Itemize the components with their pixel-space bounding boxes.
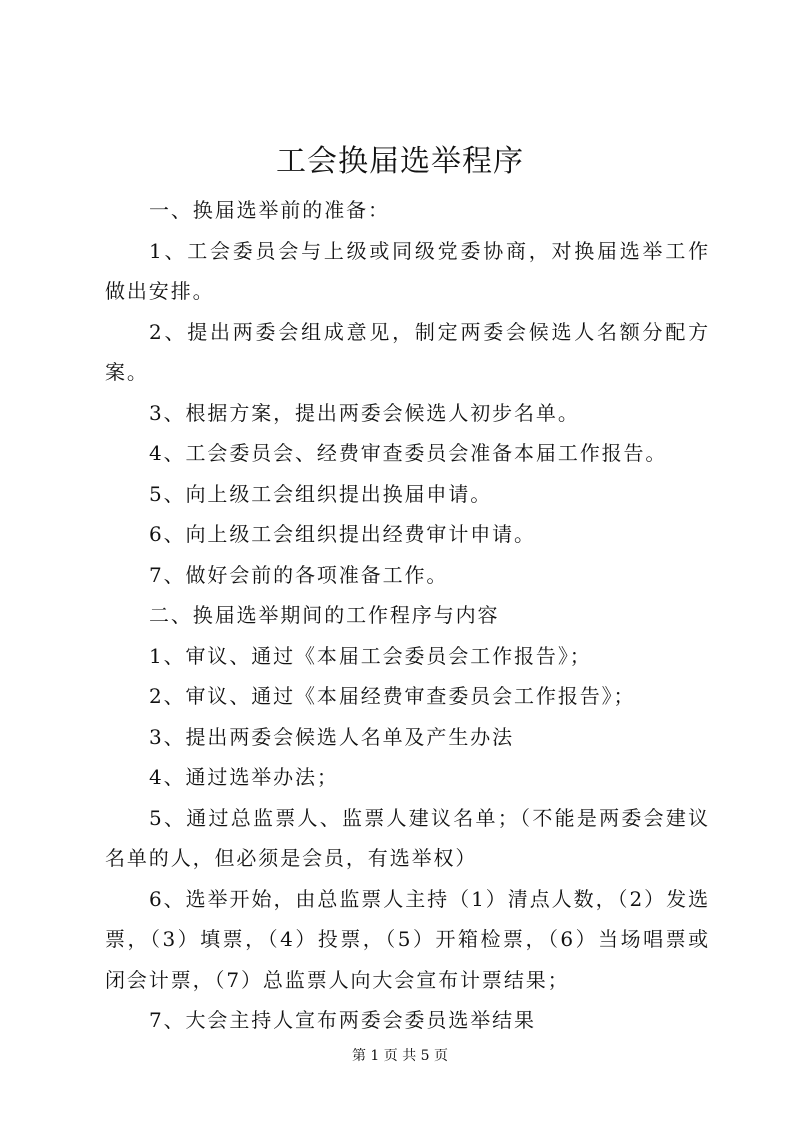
document-title: 工会换届选举程序: [276, 144, 524, 179]
paragraph: 3、提出两委会候选人名单及产生办法: [149, 724, 515, 749]
page-footer: 第 1 页 共 5 页: [351, 1048, 449, 1064]
section-heading: 一、换届选举前的准备：: [149, 198, 390, 222]
paragraph: 1、工会委员会与上级或同级党委协商，对换届选举工作做出安排。: [105, 238, 710, 303]
paragraph: 5、向上级工会组织提出换届申请。: [149, 481, 493, 506]
paragraph: 2、审议、通过《本届经费审查委员会工作报告》；: [149, 684, 636, 708]
paragraph: 6、向上级工会组织提出经费审计申请。: [149, 522, 536, 546]
paragraph: 4、通过选举办法；: [149, 765, 339, 789]
paragraph: 5、通过总监票人、监票人建议名单；（不能是两委会建议名单的人，但必须是会员，有选举权）: [105, 805, 710, 870]
paragraph: 1、审议、通过《本届工会委员会工作报告》；: [149, 643, 592, 668]
paragraph: 6、选举开始，由总监票人主持（1）清点人数，（2）发选票，（3）填票，（4）投票，（5）开箱检票，（6）当场唱票或闭会计票，（7）总监票人向大会宣布计票结果；: [105, 886, 710, 992]
paragraph: 3、根据方案，提出两委会候选人初步名单。: [149, 400, 580, 425]
section-heading: 二、换届选举期间的工作程序与内容: [149, 603, 500, 627]
paragraph: 7、大会主持人宣布两委会委员选举结果: [149, 1008, 536, 1032]
paragraph: 4、工会委员会、经费审查委员会准备本届工作报告。: [149, 441, 668, 465]
paragraph: 7、做好会前的各项准备工作。: [149, 562, 449, 587]
paragraph: 2、提出两委会组成意见，制定两委会候选人名额分配方案。: [105, 319, 710, 384]
document-body: [105, 190, 710, 1041]
